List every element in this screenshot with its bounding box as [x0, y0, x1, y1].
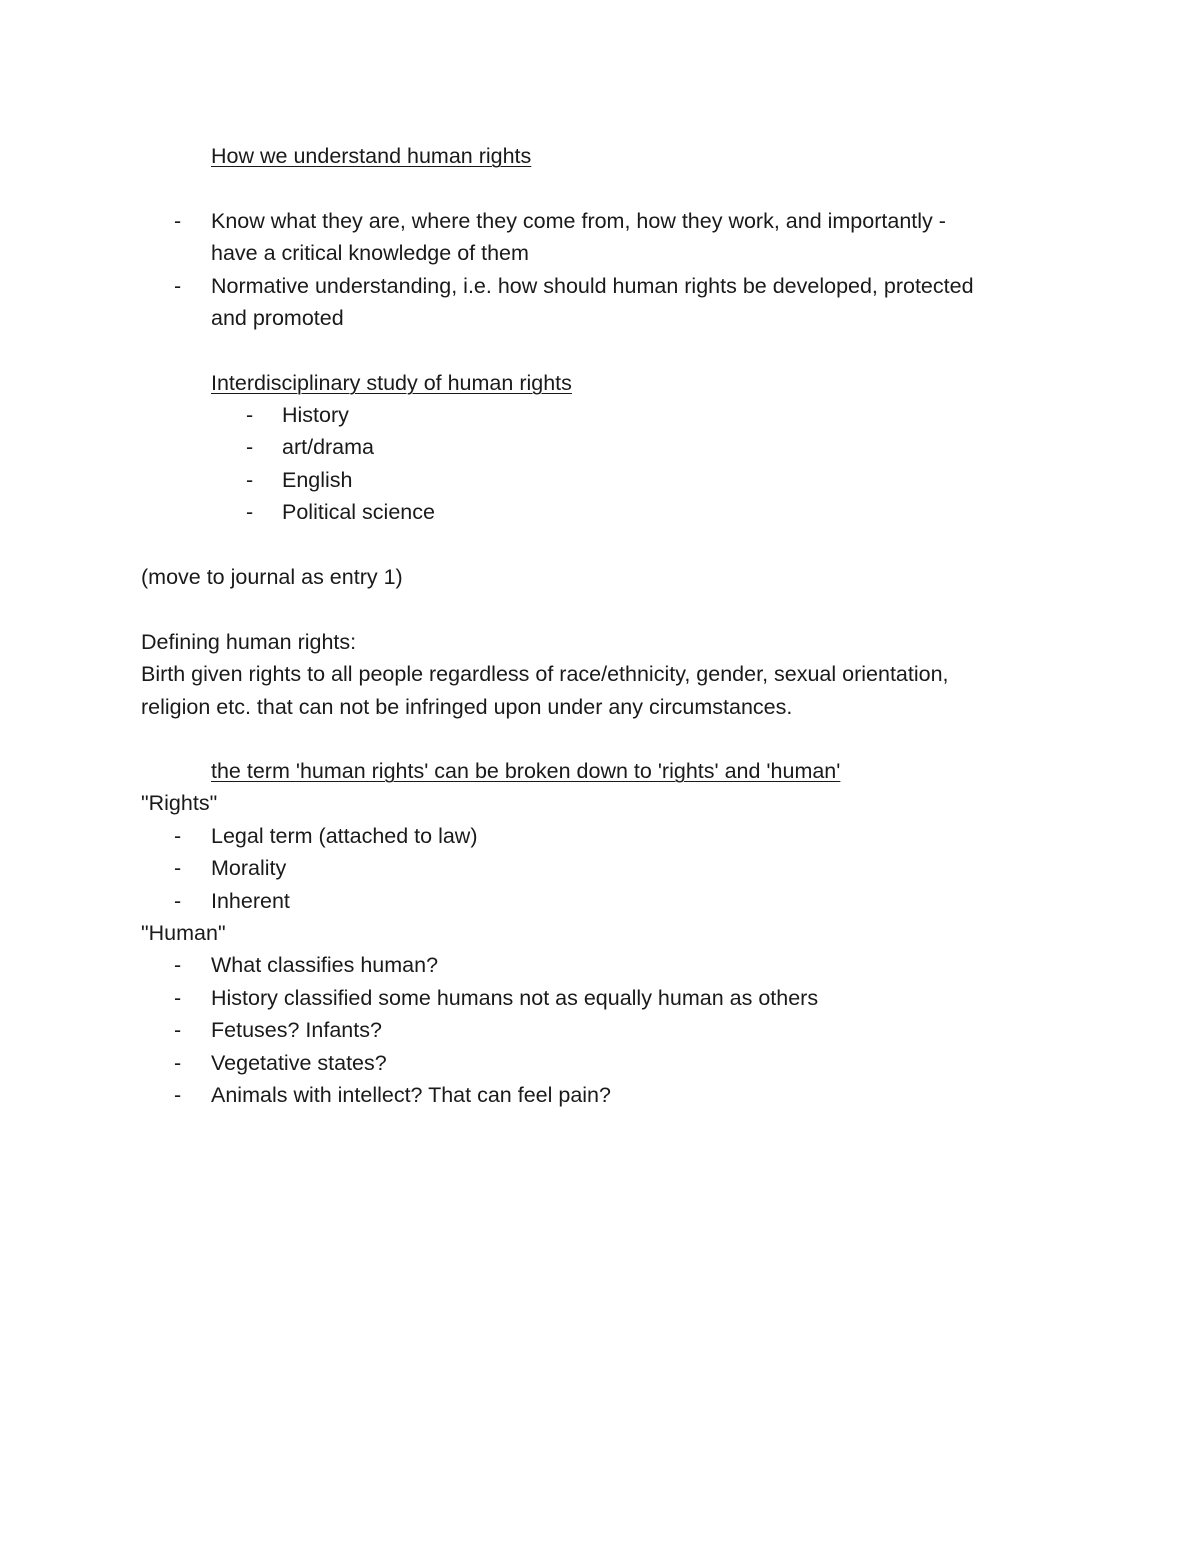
bullet-dash: - — [174, 209, 182, 233]
bullet-dash: - — [174, 953, 182, 977]
list-item: Political science — [282, 500, 435, 524]
list-item: Animals with intellect? That can feel pain? — [211, 1083, 611, 1107]
bullet-text-continued: have a critical knowledge of them — [211, 241, 529, 265]
bullet-text: Normative understanding, i.e. how should human rights be developed, protected — [211, 274, 974, 298]
list-item: Fetuses? Infants? — [211, 1018, 382, 1042]
bullet-text-continued: and promoted — [211, 306, 344, 330]
bullet-dash: - — [174, 986, 182, 1010]
heading-term-breakdown: the term 'human rights' can be broken down to 'rights' and 'human' — [211, 759, 841, 783]
heading-how-we-understand: How we understand human rights — [211, 144, 532, 168]
bullet-text: Know what they are, where they come from, how they work, and importantly - — [211, 209, 946, 233]
definition-text: Birth given rights to all people regardless of race/ethnicity, gender, sexual orientation, — [141, 662, 949, 686]
list-item: History classified some humans not as equally human as others — [211, 986, 819, 1010]
list-item: art/drama — [282, 435, 375, 459]
bullet-dash: - — [246, 403, 254, 427]
list-item: Vegetative states? — [211, 1051, 387, 1075]
bullet-dash: - — [174, 1018, 182, 1042]
list-item: What classifies human? — [211, 953, 439, 977]
list-item: Inherent — [211, 889, 290, 913]
bullet-dash: - — [246, 435, 254, 459]
bullet-dash: - — [174, 824, 182, 848]
human-label: "Human" — [141, 921, 226, 945]
bullet-dash: - — [174, 1083, 182, 1107]
bullet-dash: - — [246, 468, 254, 492]
definition-text-continued: religion etc. that can not be infringed upon under any circumstances. — [141, 695, 793, 719]
bullet-dash: - — [174, 274, 182, 298]
list-item: History — [282, 403, 349, 427]
bullet-dash: - — [174, 889, 182, 913]
list-item: Morality — [211, 856, 287, 880]
definition-label: Defining human rights: — [141, 630, 357, 654]
rights-label: "Rights" — [141, 791, 218, 815]
list-item: English — [282, 468, 353, 492]
list-item: Legal term (attached to law) — [211, 824, 478, 848]
journal-note: (move to journal as entry 1) — [141, 565, 403, 589]
heading-interdisciplinary: Interdisciplinary study of human rights — [211, 371, 572, 395]
bullet-dash: - — [174, 856, 182, 880]
bullet-dash: - — [174, 1051, 182, 1075]
bullet-dash: - — [246, 500, 254, 524]
